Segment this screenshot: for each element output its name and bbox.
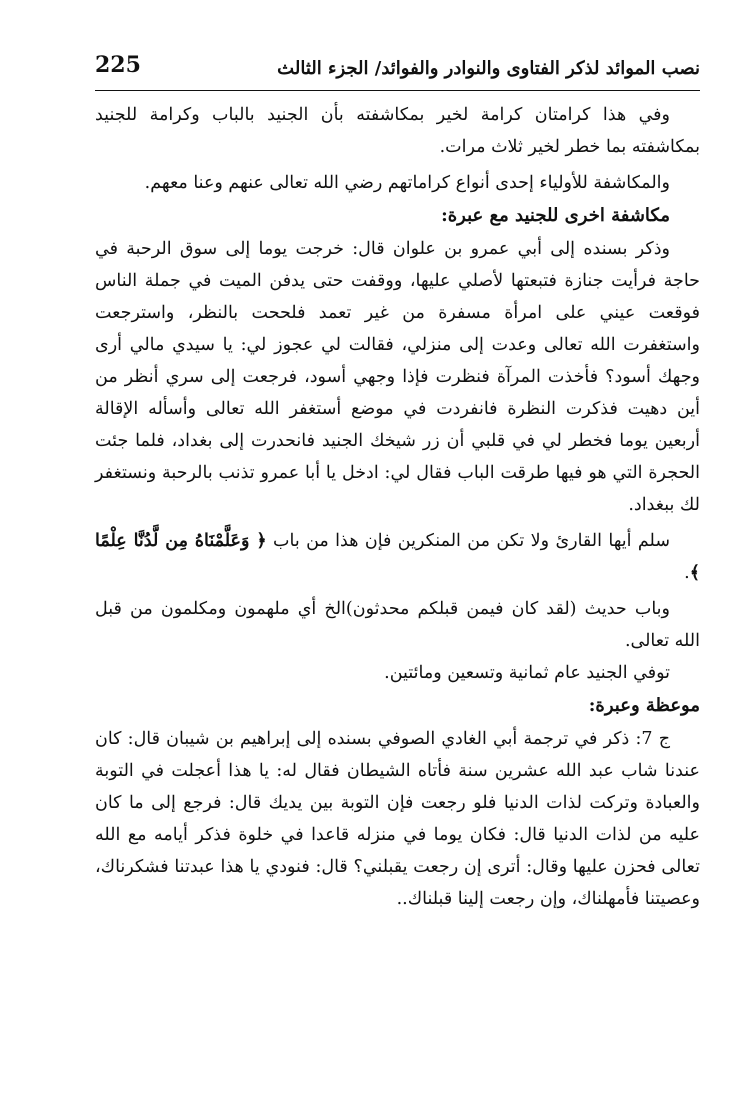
- quran-verse: ﴿ وَعَلَّمْنَاهُ مِن لَّدُنَّا عِلْمًا ﴾: [95, 531, 700, 583]
- book-title: نصب الموائد لذكر الفتاوى والنوادر والفوائد/ الجزء الثالث: [277, 58, 700, 79]
- paragraph: وفي هذا كرامتان كرامة لخير بمكاشفته بأن الجنيد بالباب وكرامة للجنيد بمكاشفته بما خطر لخير ثلاث مرات.: [95, 105, 700, 157]
- paragraph: وذكر بسنده إلى أبي عمرو بن علوان قال: خرجت يوما إلى سوق الرحبة في حاجة فرأيت جنازة فتبعتها لأصلي عليها، ووقفت حتى يدفن الميت في جملة الناس فوقعت عيني على امرأة مسفرة من غير تعمد فلححت بالنظر، واسترجعت واستغفرت الله تعالى وعدت إلى منزلي، فقالت لي عجوز لي: يا سيدي مالي أرى وجهك أسود؟ فأخذت المرآة فنظرت فإذا وجهي أسود، فرجعت إلى سري أنظر من أين دهيت فذكرت النظرة فانفردت في موضع أستغفر الله تعالى وأسأله الإقالة أربعين يوما فخطر لي في قلبي أن زر شيخك الجنيد فانحدرت إلى بغداد، فلما جئت الحجرة التي هو فيها طرقت الباب فقال لي: ادخل يا أبا عمرو تذنب بالرحبة ونستغفر لك ببغداد.: [95, 239, 700, 515]
- paragraph: والمكاشفة للأولياء إحدى أنواع كراماتهم رضي الله تعالى عنهم وعنا معهم.: [144, 173, 670, 193]
- death-note: توفي الجنيد عام ثمانية وتسعين ومائتين.: [384, 663, 670, 683]
- document-page: [95, 50, 700, 915]
- running-header: [95, 50, 700, 91]
- page-number: 225: [95, 52, 141, 78]
- page-body: [95, 91, 700, 915]
- paragraph-with-verse: [95, 525, 700, 589]
- paragraph-text: سلم أيها القارئ ولا تكن من المنكرين فإن هذا من باب: [273, 531, 670, 551]
- paragraph-end: .: [684, 563, 690, 583]
- paragraph: وباب حديث (لقد كان فيمن قبلكم محدثون)الخ أي ملهمون ومكلمون من قبل الله تعالى.: [95, 599, 700, 651]
- section-heading: موعظة وعبرة:: [588, 695, 700, 716]
- section-heading: مكاشفة اخرى للجنيد مع عبرة:: [441, 205, 670, 226]
- paragraph: ج 7: ذكر في ترجمة أبي الغادي الصوفي بسنده إلى إبراهيم بن شيبان قال: كان عندنا شاب عبد الله عشرين سنة فأتاه الشيطان فقال له: يا هذا أعجلت في التوبة والعبادة وتركت لذات الدنيا فلو رجعت فإن التوبة بين يديك قال: فرجع إلى ما كان عليه من لذات الدنيا قال: فكان يوما في منزله قاعدا في خلوة فذكر أيامه مع الله تعالى فحزن عليها وقال: أترى إن رجعت يقبلني؟ قال: فنودي يا هذا عبدتنا فشكرناك، وعصيتنا فأمهلناك، وإن رجعت إلينا قبلناك..: [95, 729, 700, 909]
